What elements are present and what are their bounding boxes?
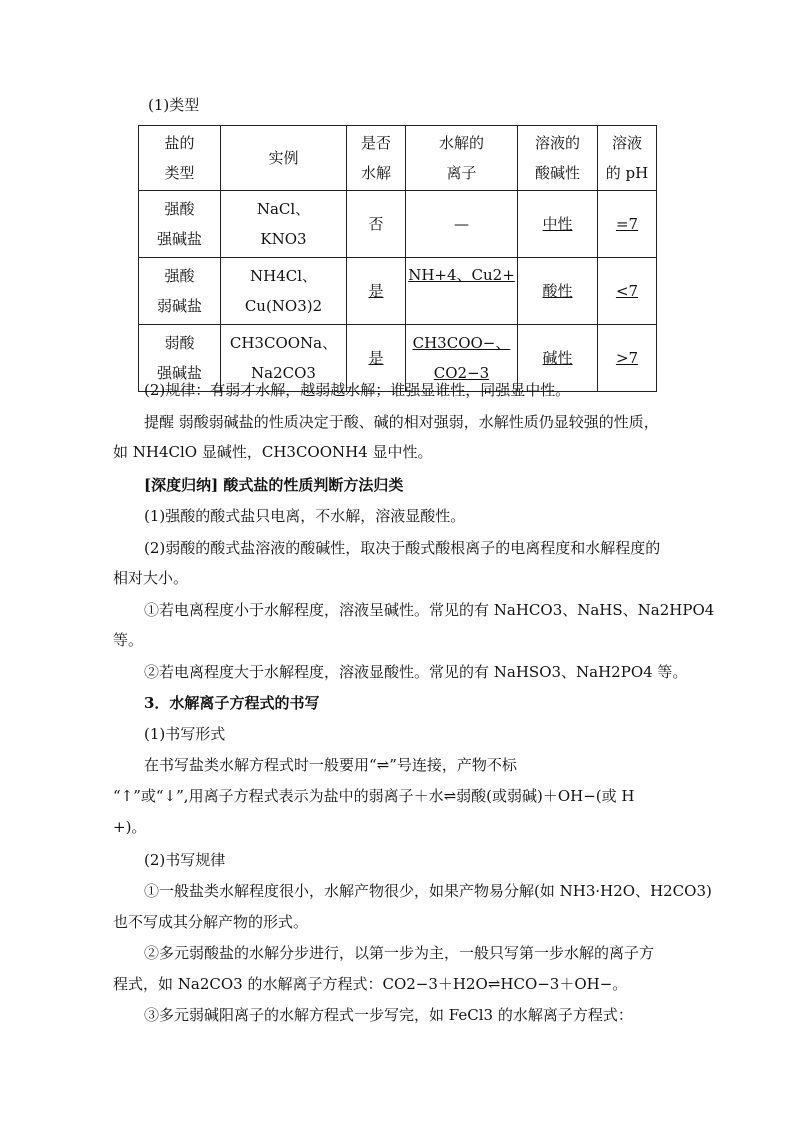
header-ions: 水解的 离子	[406, 126, 518, 191]
table-row	[139, 258, 657, 325]
rule-1-line-2: 也不写成其分解产物的形式。	[113, 913, 309, 931]
form-line-2: “↑”或“↓”,用离子方程式表示为盐中的弱离子＋水⇌弱酸(或弱碱)＋OH−(或 H	[113, 787, 635, 805]
section-3-title: 3．水解离子方程式的书写	[144, 694, 320, 712]
header-acidity: 溶液的 酸碱性	[518, 126, 598, 191]
cell-ph: <7	[598, 258, 657, 325]
cell-example: CH3COONa、 Na2CO3	[221, 325, 347, 392]
weak-acid-salt-line-2: 相对大小。	[113, 569, 189, 587]
cell-ph: =7	[598, 191, 657, 258]
cell-ions: —	[406, 191, 518, 258]
table-header-row	[139, 126, 657, 191]
header-salt-type: 盐的 类型	[139, 126, 221, 191]
cell-hydrolysis: 否	[347, 191, 406, 258]
rule-line: (2)规律：有弱才水解，越弱越水解；谁强显谁性，同强显中性。	[144, 381, 571, 399]
rule-2-line-2: 程式，如 Na2CO3 的水解离子方程式：CO2−3＋H2O⇌HCO−3＋OH−。	[113, 975, 628, 993]
header-ph: 溶液 的 pH	[598, 126, 657, 191]
rule-3-line: ③多元弱碱阳离子的水解方程式一步写完，如 FeCl3 的水解离子方程式：	[144, 1006, 633, 1024]
deep-summary-title: [深度归纳] 酸式盐的性质判断方法归类	[144, 476, 404, 494]
cell-example: NaCl、 KNO3	[221, 191, 347, 258]
header-hydrolysis: 是否 水解	[347, 126, 406, 191]
cell-acidity: 中性	[518, 191, 598, 258]
case-2-line: ②若电离程度大于水解程度，溶液显酸性。常见的有 NaHSO3、NaH2PO4 等。	[144, 663, 688, 681]
cell-ions: CH3COO−、 CO2−3	[406, 325, 518, 392]
cell-acidity: 酸性	[518, 258, 598, 325]
form-line-3: +)。	[113, 818, 147, 836]
cell-type: 强酸 弱碱盐	[139, 258, 221, 325]
cell-hydrolysis: 是	[347, 258, 406, 325]
cell-type: 弱酸 强碱盐	[139, 325, 221, 392]
weak-acid-salt-line-1: (2)弱酸的酸式盐溶液的酸碱性，取决于酸式酸根离子的电离程度和水解程度的	[144, 539, 661, 557]
cell-ph: >7	[598, 325, 657, 392]
tip-line-1: 提醒 弱酸弱碱盐的性质决定于酸、碱的相对强弱，水解性质仍显较强的性质，	[144, 413, 659, 431]
strong-acid-salt-line: (1)强酸的酸式盐只电离，不水解，溶液显酸性。	[144, 507, 466, 525]
cell-type: 强酸 强碱盐	[139, 191, 221, 258]
cell-hydrolysis: 是	[347, 325, 406, 392]
cell-example: NH4Cl、 Cu(NO3)2	[221, 258, 347, 325]
table-row	[139, 191, 657, 258]
cell-acidity: 碱性	[518, 325, 598, 392]
tip-line-2: 如 NH4ClO 显碱性，CH3COONH4 显中性。	[113, 443, 433, 461]
header-example: 实例	[221, 126, 347, 191]
salt-hydrolysis-table	[138, 125, 657, 392]
form-title: (1)书写形式	[144, 725, 226, 743]
cell-ions: NH+4、Cu2+	[406, 258, 518, 325]
case-1-line-2: 等。	[113, 631, 144, 649]
form-line-1: 在书写盐类水解方程式时一般要用“⇌”号连接，产物不标	[144, 756, 517, 774]
section-type-title: (1)类型	[148, 96, 200, 114]
rule-2-line-1: ②多元弱酸盐的水解分步进行，以第一步为主，一般只写第一步水解的离子方	[144, 944, 655, 962]
rule-1-line-1: ①一般盐类水解程度很小，水解产物很少，如果产物易分解(如 NH3·H2O、H2CO3)	[144, 882, 712, 900]
case-1-line-1: ①若电离程度小于水解程度，溶液呈碱性。常见的有 NaHCO3、NaHS、Na2HPO4	[144, 601, 715, 619]
rules-title: (2)书写规律	[144, 851, 226, 869]
